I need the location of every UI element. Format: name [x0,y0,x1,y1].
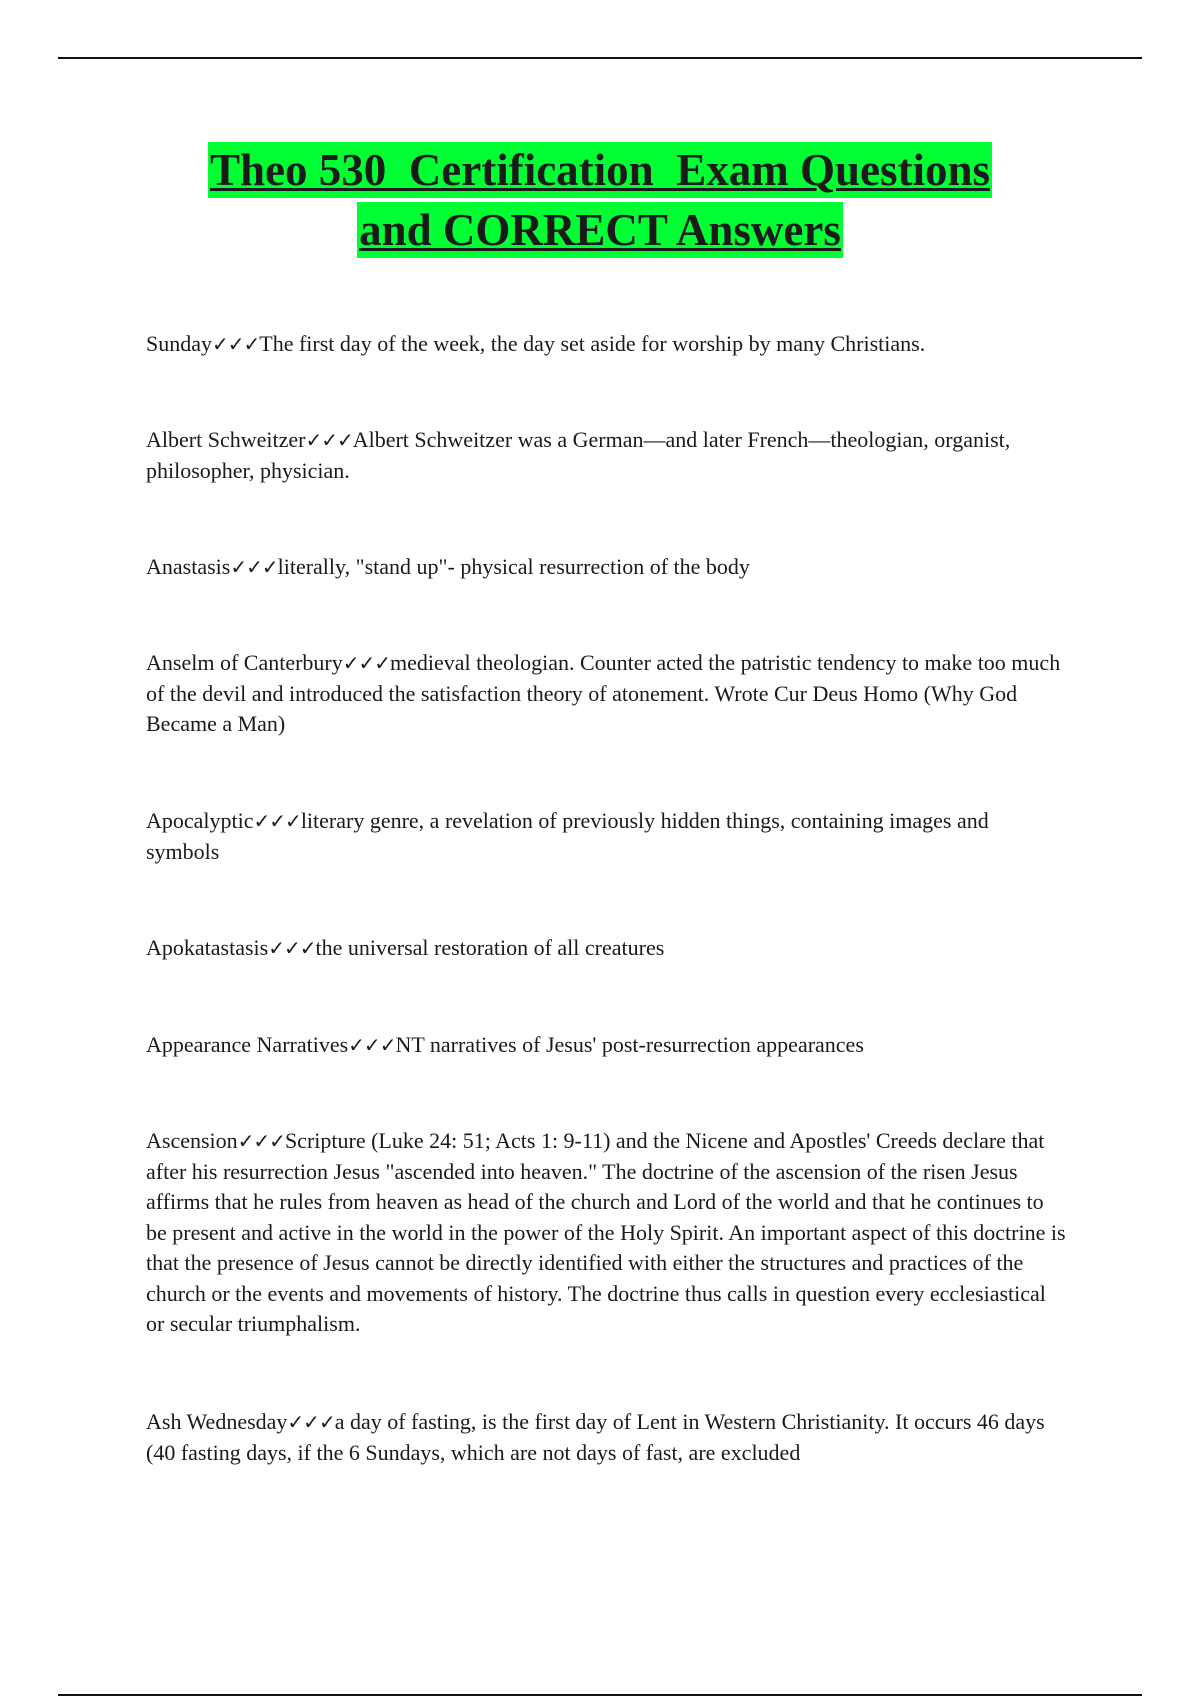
entry-term: Anastasis [146,554,231,579]
entry-term: Apocalyptic [146,808,254,833]
check-marks-icon: ✓✓✓ [212,332,260,356]
document-title [100,142,1100,262]
entry-ash-wednesday [146,1407,1066,1468]
entry-definition: NT narratives of Jesus' post-resurrection appearances [395,1032,864,1057]
title-line-2: and CORRECT Answers [357,202,843,258]
check-marks-icon: ✓✓✓ [268,936,316,960]
entry-albert-schweitzer [146,425,1066,486]
entry-appearance-narratives [146,1030,1066,1061]
check-marks-icon: ✓✓✓ [237,1129,285,1153]
check-marks-icon: ✓✓✓ [305,428,353,452]
entry-term: Sunday [146,331,212,356]
entry-apokatastasis [146,933,1066,964]
entry-term: Albert Schweitzer [146,427,306,452]
entry-sunday [146,329,1066,360]
entry-ascension [146,1126,1066,1340]
entry-definition: medieval theologian. Counter acted the patristic tendency to make too much of the devil and introduced the satisfaction theory of atonement. Wrote Cur Deus Homo (Why God Became a Man) [146,650,1061,736]
entry-definition: literally, "stand up"- physical resurrection of the body [277,554,750,579]
entry-term: Apokatastasis [146,935,269,960]
bottom-rule [58,1694,1142,1696]
check-marks-icon: ✓✓✓ [342,651,391,675]
entry-term: Appearance Narratives [146,1032,349,1057]
entry-anselm-of-canterbury [146,648,1066,740]
entry-definition: The first day of the week, the day set aside for worship by many Christians. [259,331,926,356]
check-marks-icon: ✓✓✓ [348,1033,396,1057]
top-rule [58,57,1142,59]
check-marks-icon: ✓✓✓ [230,555,278,579]
entry-definition: a day of fasting, is the first day of Lent in Western Christianity. It occurs 46 days (40 fasting days, if the 6 Sundays, which are not days of fast, are excluded [146,1409,1045,1465]
title-line-1: Theo 530 Certification Exam Questions [208,142,992,198]
entry-anastasis [146,552,1066,583]
check-marks-icon: ✓✓✓ [287,1410,335,1434]
entry-apocalyptic [146,806,1066,867]
entry-definition: Albert Schweitzer was a German—and later French—theologian, organist, philosopher, physician. [146,427,1011,483]
entry-term: Anselm of Canterbury [146,650,343,675]
entry-definition: Scripture (Luke 24: 51; Acts 1: 9-11) and the Nicene and Apostles' Creeds declare that after his resurrection Jesus "ascended into heaven." The doctrine of the ascension of the risen Jesus affirms that he rules from heaven as head of the church and Lord of the world and that he continues to be present and active in the world in the power of the Holy Spirit. An important aspect of this doctrine is that the presence of Jesus cannot be directly identified with either the structures and practices of the church or the events and movements of history. The doctrine thus calls in question every ecclesiastical or secular triumphalism. [146,1128,1066,1336]
entry-definition: the universal restoration of all creatures [315,935,665,960]
entry-term: Ascension [146,1128,238,1153]
entry-term: Ash Wednesday [146,1409,288,1434]
entry-definition: literary genre, a revelation of previously hidden things, containing images and symbols [146,808,989,864]
check-marks-icon: ✓✓✓ [253,809,301,833]
